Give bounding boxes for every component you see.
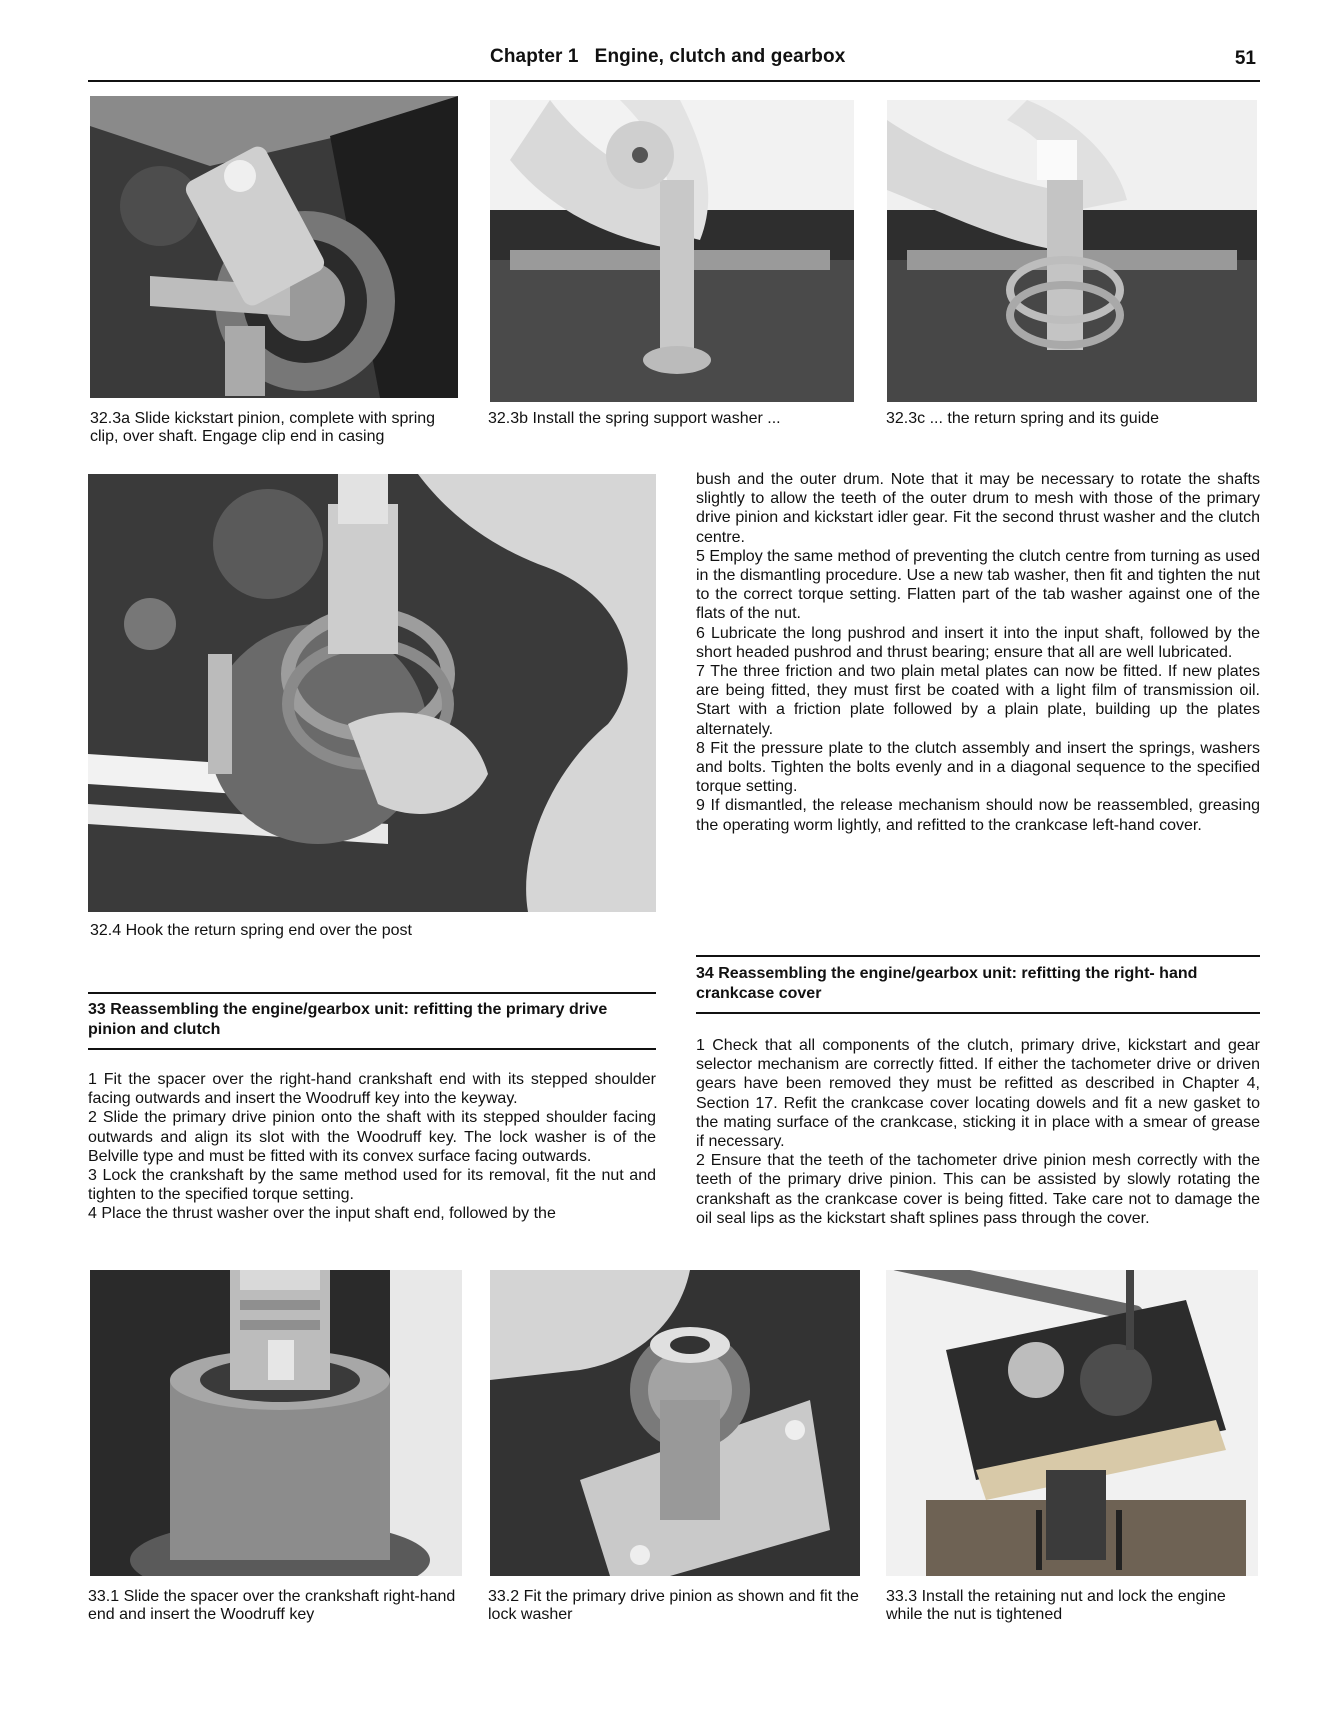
section-33-bottom-rule [88,1048,656,1050]
section-33-top-rule [88,992,656,994]
caption-32-3c: 32.3c ... the return spring and its guide [886,410,1160,427]
section-34-top-rule [696,955,1260,957]
header-rule [88,80,1260,82]
paragraph: 6 Lubricate the long pushrod and insert it into the input shaft, followed by the short headed pushrod and thrust bearing; ensure that all are well lubricated. [696,624,1260,661]
photo-32-4 [88,474,656,912]
section-34-heading: 34 Reassembling the engine/gearbox unit: refitting the right- hand crankcase cover [696,965,1198,1002]
paragraph: 3 Lock the crankshaft by the same method used for its removal, fit the nut and tighten to the specified torque setting. [88,1167,656,1204]
paragraph: 7 The three friction and two plain metal plates can now be fitted. If new plates are being fitted, they must first be coated with a light film of transmission oil. Start with a friction plate followed by a plain plate, building up the plates alternately. [696,663,1260,738]
paragraph: bush and the outer drum. Note that it may be necessary to rotate the shafts slightly to allow the teeth of the outer drum to mesh with those of the primary drive pinion and kickstart idler gear. Fit the second thrust washer and the clutch centre. [696,471,1260,546]
paragraph: 8 Fit the pressure plate to the clutch assembly and insert the springs, washers and bolts. Tighten the bolts evenly and in a diagonal sequence to the specified torque setting. [696,739,1260,796]
section-34-bottom-rule [696,1012,1260,1014]
caption-33-2: 33.2 Fit the primary drive pinion as shown and fit the lock washer [488,1588,859,1623]
paragraph: 1 Fit the spacer over the right-hand crankshaft end with its stepped shoulder facing outwards and insert the Woodruff key into the keyway. [88,1071,656,1108]
caption-33-1: 33.1 Slide the spacer over the crankshaft right-hand end and insert the Woodruff key [88,1588,456,1623]
photo-32-3a [90,96,458,398]
chapter-title: Chapter 1 Engine, clutch and gearbox [490,46,846,67]
photo-32-3c [887,100,1257,402]
photo-32-3b [490,100,854,402]
page-number: 51 [1234,48,1256,69]
section-32-continuation [696,470,1260,835]
caption-33-3: 33.3 Install the retaining nut and lock the engine while the nut is tightened [886,1588,1226,1623]
paragraph: 1 Check that all components of the clutch, primary drive, kickstart and gear selector mechanism are correctly fitted. If either the tachometer drive or driven gears have been removed they must be refitted as described in Chapter 4, Section 17. Refit the crankcase cover locating dowels and fit a new gasket to the mating surface of the crankcase, sticking it in place with a smear of grease if necessary. [696,1037,1260,1151]
section-33-body [88,1070,656,1224]
page-header [88,46,1260,80]
section-33-heading: 33 Reassembling the engine/gearbox unit: refitting the primary drive pinion and clutch [88,1001,608,1038]
caption-32-3b: 32.3b Install the spring support washer ... [488,410,781,427]
caption-32-4: 32.4 Hook the return spring end over the post [90,922,412,939]
paragraph: 9 If dismantled, the release mechanism should now be reassembled, greasing the operating worm lightly, and refitted to the crankcase left-hand cover. [696,797,1260,834]
section-34-body [696,1036,1260,1228]
paragraph: 4 Place the thrust washer over the input shaft end, followed by the [88,1205,556,1223]
caption-32-3a: 32.3a Slide kickstart pinion, complete with spring clip, over shaft. Engage clip end in casing [90,410,436,445]
photo-33-1 [90,1270,462,1576]
photo-33-3 [886,1270,1258,1576]
photo-33-2 [490,1270,860,1576]
paragraph: 2 Ensure that the teeth of the tachometer drive pinion mesh correctly with the teeth of the primary drive pinion. This can be assisted by slowly rotating the crankshaft as the crankcase cover is being fitted. Take care not to damage the oil seal lips as the kickstart shaft splines pass through the cover. [696,1152,1260,1227]
paragraph: 5 Employ the same method of preventing the clutch centre from turning as used in the dismantling procedure. Use a new tab washer, then fit and tighten the nut to the correct torque setting. Flatten part of the tab washer against one of the flats of the nut. [696,547,1260,623]
paragraph: 2 Slide the primary drive pinion onto the shaft with its stepped shoulder facing outwards and align its slot with the Woodruff key. The lock washer is of the Belville type and must be fitted with its convex surface facing outwards. [88,1109,656,1165]
